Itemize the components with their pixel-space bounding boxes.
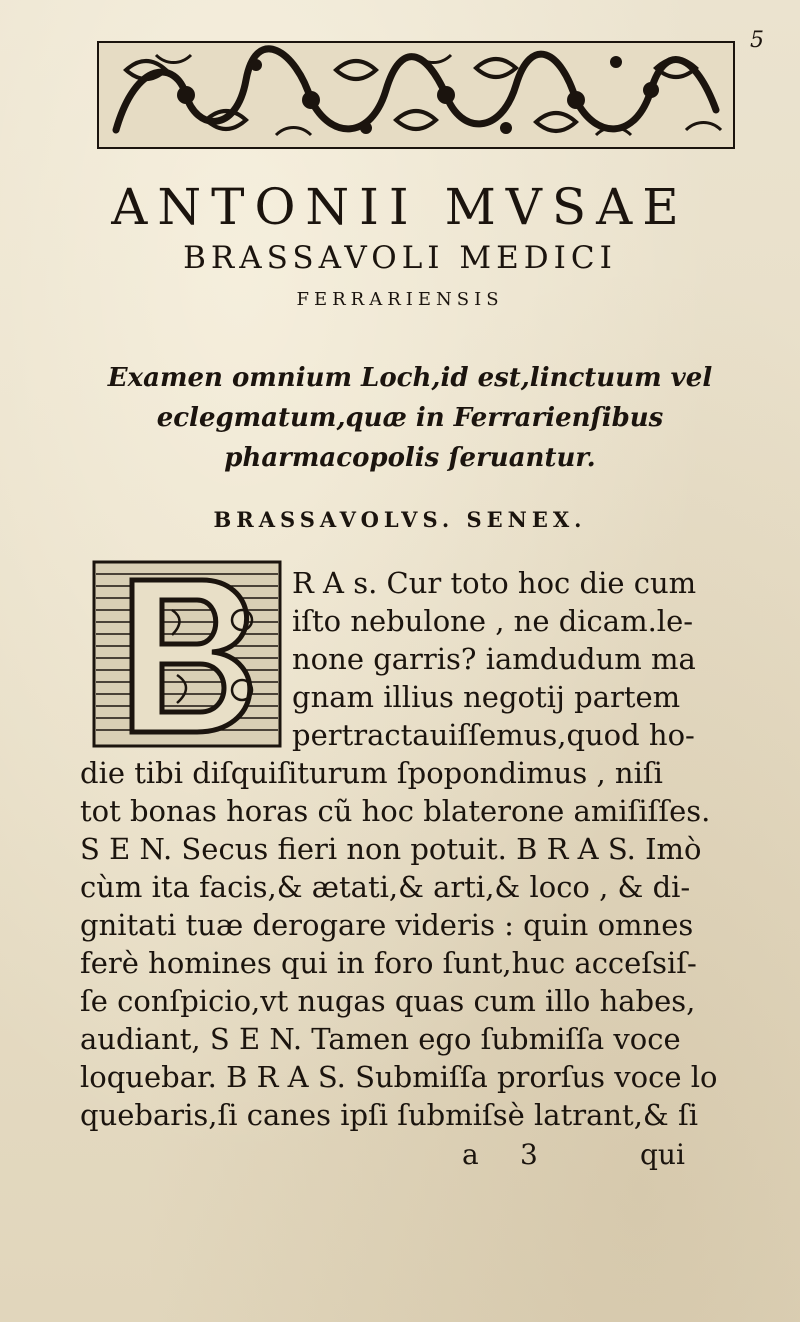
- text-line-8: S E N. Secus fieri non potuit. B R A S. Imò: [80, 832, 702, 866]
- text-line-3: none garris? iamdudum ma: [292, 642, 696, 676]
- ornamental-headpiece: [96, 40, 736, 150]
- text-line-7: tot bonas horas cũ hoc blaterone amiſiſſes.: [80, 794, 711, 828]
- text-line-10: gnitati tuæ derogare videris : quin omnes: [80, 908, 694, 942]
- title-author-origin: FERRARIENSIS: [296, 289, 504, 310]
- title-author-profession: BRASSAVOLI MEDICI: [183, 240, 617, 276]
- text-line-4: gnam illius negotij partem: [292, 680, 681, 714]
- signature-number: 3: [520, 1138, 538, 1171]
- text-line-14: loquebar. B R A S. Submiſſa prorſus voce lo: [80, 1060, 718, 1094]
- subtitle-line-2: eclegmatum,quæ in Ferrarienſibus: [156, 403, 664, 433]
- text-line-13: audiant, S E N. Tamen ego ſubmiſſa voce: [80, 1022, 681, 1056]
- text-line-11: ferè homines qui in foro ſunt,huc acceſsiſ-: [80, 946, 697, 980]
- text-line-15: quebaris,ſi canes ipſi ſubmiſsè latrant,& ſi: [80, 1098, 698, 1132]
- decorated-initial-b: [92, 560, 282, 748]
- dialogue-speakers: BRASSAVOLVS. SENEX.: [213, 507, 587, 532]
- signature-letter: a: [462, 1138, 479, 1171]
- text-line-12: ſe conſpicio,vt nugas quas cum illo habes,: [80, 984, 696, 1018]
- subtitle-line-3: pharmacopolis ſeruantur.: [224, 443, 596, 473]
- text-line-9: cùm ita facis,& ætati,& arti,& loco , & di-: [80, 870, 691, 904]
- text-line-1: R A s. Cur toto hoc die cum: [292, 566, 697, 600]
- text-line-2: iſto nebulone , ne dicam.le-: [292, 604, 694, 638]
- text-line-6: die tibi diſquiſiturum ſpopondimus , niſi: [80, 756, 663, 790]
- title-author-name: ANTONII MVSAE: [111, 178, 689, 236]
- folio-number: 5: [750, 28, 764, 53]
- subtitle-line-1: Examen omnium Loch,id est,linctuum vel: [107, 363, 713, 393]
- catchword: qui: [640, 1138, 685, 1171]
- text-line-5: pertractauiſſemus,quod ho-: [292, 718, 695, 752]
